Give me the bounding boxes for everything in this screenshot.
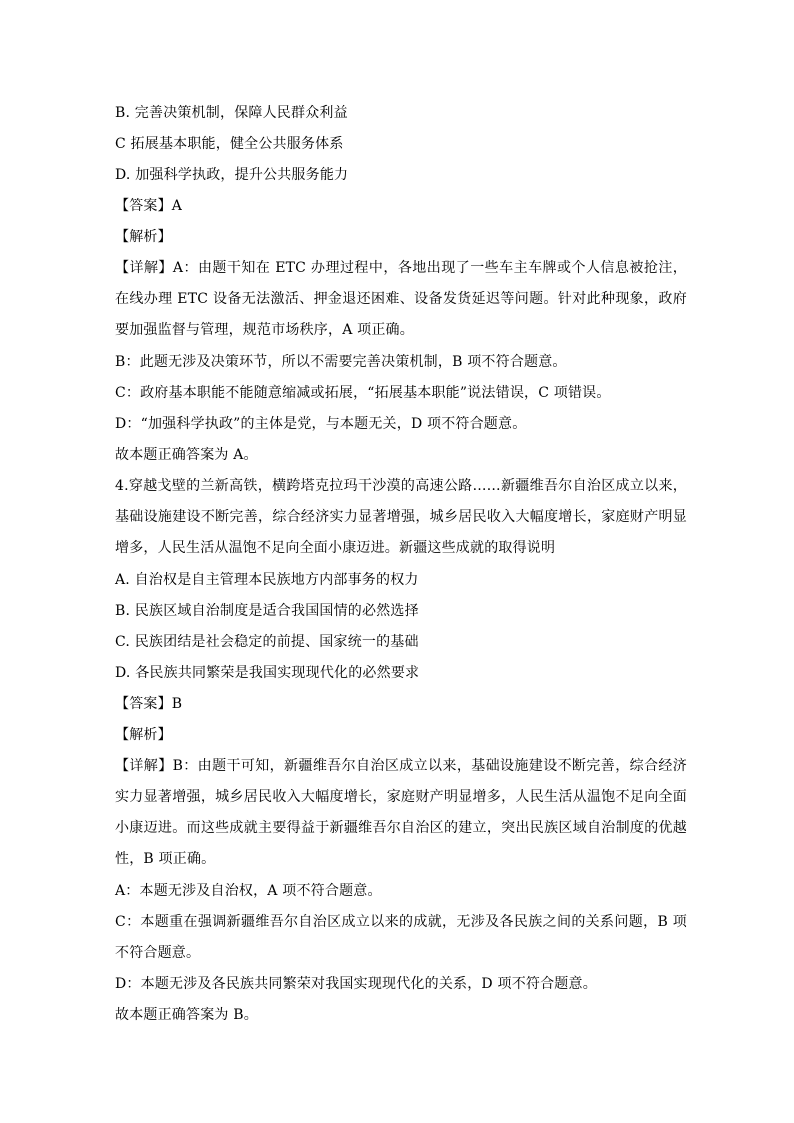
q4-analysis-title: 【解析】 xyxy=(115,727,172,743)
q3-detail-c: C：政府基本职能不能随意缩减或拓展，“拓展基本职能”说法错误，C 项错误。 xyxy=(115,385,611,401)
q4-option-b: B. 民族区域自治制度是适合我国国情的必然选择 xyxy=(115,603,419,619)
q4-detail-d: D：本题无涉及各民族共同繁荣对我国实现现代化的关系，D 项不符合题意。 xyxy=(115,976,597,992)
q3-answer: 【答案】A xyxy=(115,198,183,214)
q3-option-d: D. 加强科学执政，提升公共服务能力 xyxy=(115,167,349,183)
q4-option-a: A. 自治权是自主管理本民族地方内部事务的权力 xyxy=(115,572,419,588)
q3-detail-a: 【详解】A：由题干知在 ETC 办理过程中，各地出现了一些车主车牌或个人信息被抢注，在线办理 ETC 设备无法激活、押金退还困难、设备发货延迟等问题。针对此种现象，政府要加强监督与管理，规范市场秩序，A 项正确。 xyxy=(115,260,687,338)
q3-analysis-title: 【解析】 xyxy=(115,229,172,245)
q4-option-c: C. 民族团结是社会稳定的前提、国家统一的基础 xyxy=(115,634,419,650)
q3-detail-d: D：“加强科学执政”的主体是党，与本题无关，D 项不符合题意。 xyxy=(115,416,527,432)
q4-conclusion: 故本题正确答案为 B。 xyxy=(115,1007,258,1023)
q4-answer: 【答案】B xyxy=(115,696,183,712)
q3-detail-b: B：此题无涉及决策环节，所以不需要完善决策机制，B 项不符合题意。 xyxy=(115,354,567,370)
q3-option-c: C 拓展基本职能，健全公共服务体系 xyxy=(115,136,344,152)
q4-stem: 4.穿越戈壁的兰新高铁，横跨塔克拉玛干沙漠的高速公路……新疆维吾尔自治区成立以来，基础设施建设不断完善，综合经济实力显著增强，城乡居民收入大幅度增长，家庭财产明显增多，人民生活从温饱不足向全面小康迈进。新疆这些成就的取得说明 xyxy=(115,478,687,556)
q3-conclusion: 故本题正确答案为 A。 xyxy=(115,447,258,463)
q4-option-d: D. 各民族共同繁荣是我国实现现代化的必然要求 xyxy=(115,665,420,681)
q4-detail-a: A：本题无涉及自治权，A 项不符合题意。 xyxy=(115,883,382,899)
q4-detail-c: C：本题重在强调新疆维吾尔自治区成立以来的成就，无涉及各民族之间的关系问题，B 项不符合题意。 xyxy=(115,914,687,961)
q4-detail-b: 【详解】B：由题干可知，新疆维吾尔自治区成立以来，基础设施建设不断完善，综合经济实力显著增强，城乡居民收入大幅度增长，家庭财产明显增多，人民生活从温饱不足向全面小康迈进。而这些成就主要得益于新疆维吾尔自治区的建立，突出民族区域自治制度的优越性，B 项正确。 xyxy=(115,758,687,867)
q3-option-b: B. 完善决策机制，保障人民群众利益 xyxy=(115,105,348,121)
